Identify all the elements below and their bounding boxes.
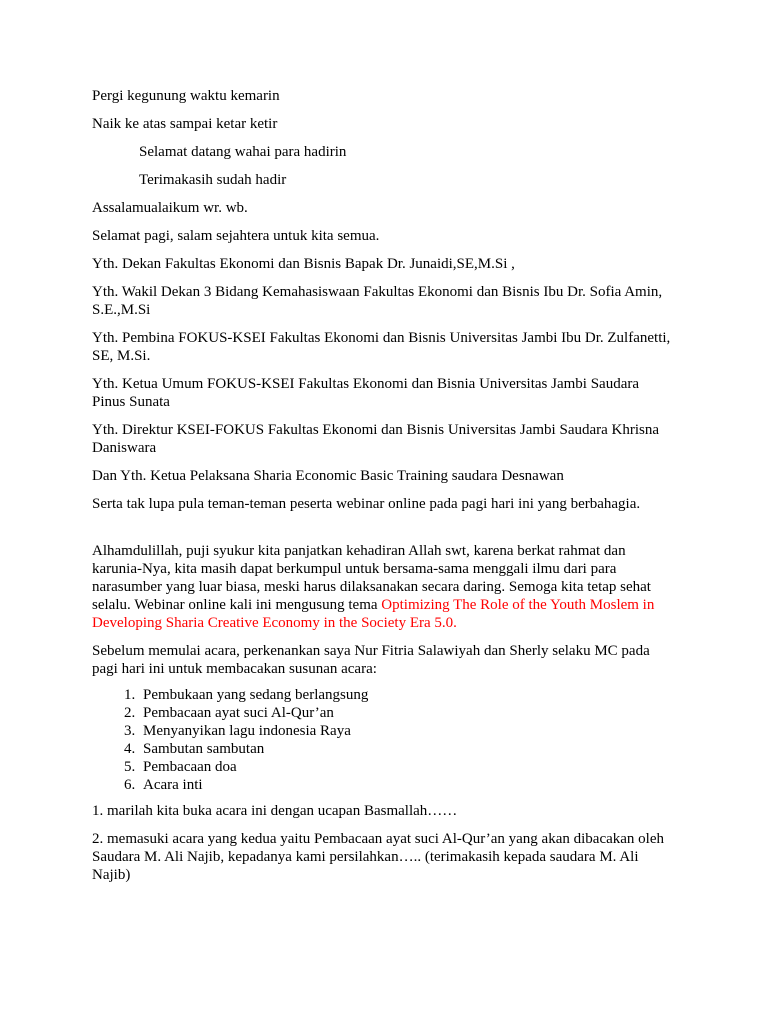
step-basmallah: 1. marilah kita buka acara ini dengan ucapan Basmallah…… (92, 803, 458, 819)
agenda-list (92, 686, 676, 794)
alhamdulillah-text: Alhamdulillah, puji syukur kita panjatkan kehadiran Allah swt, karena berkat rahmat dan karunia-Nya, kita masih dapat berkumpul untuk bersama-sama menggali ilmu dari para narasumber yang luar biasa, meski harus dilaksanakan secara daring. Semoga kita tetap sehat selalu. Webinar online kali ini mengusung tema (92, 543, 651, 613)
honorific-dekan: Yth. Dekan Fakultas Ekonomi dan Bisnis Bapak Dr. Junaidi,SE,M.Si , (92, 256, 515, 272)
pantun-line-2: Naik ke atas sampai ketar ketir (92, 116, 278, 132)
pantun-line-3: Selamat datang wahai para hadirin (139, 144, 347, 160)
agenda-item: 1. Pembukaan yang sedang berlangsung (139, 686, 676, 704)
webinar-theme: Optimizing The Role of the Youth Moslem in Developing Sharia Creative Economy in the Society Era 5.0. (92, 597, 655, 631)
honorific-ketua-umum: Yth. Ketua Umum FOKUS-KSEI Fakultas Ekonomi dan Bisnia Universitas Jambi Saudara Pinus Sunata (92, 376, 640, 410)
mc-intro-paragraph: Sebelum memulai acara, perkenankan saya Nur Fitria Salawiyah dan Sherly selaku MC pada pagi hari ini untuk membacakan susunan acara: (92, 643, 650, 677)
salam-line: Assalamualaikum wr. wb. (92, 200, 248, 216)
agenda-item: 6. Acara inti (139, 776, 676, 794)
agenda-item: 4. Sambutan sambutan (139, 740, 676, 758)
honorific-wakil-dekan: Yth. Wakil Dekan 3 Bidang Kemahasiswaan Fakultas Ekonomi dan Bisnis Ibu Dr. Sofia Amin, S.E.,M.Si (92, 284, 663, 318)
honorific-ketua-pelaksana: Dan Yth. Ketua Pelaksana Sharia Economic Basic Training saudara Desnawan (92, 468, 564, 484)
agenda-item: 2. Pembacaan ayat suci Al-Qur’an (139, 704, 676, 722)
pantun-line-4: Terimakasih sudah hadir (139, 172, 287, 188)
pantun-line-1: Pergi kegunung waktu kemarin (92, 88, 280, 104)
agenda-item: 5. Pembacaan doa (139, 758, 676, 776)
paragraph-gap (92, 523, 676, 542)
alhamdulillah-paragraph (92, 542, 676, 632)
step-pembacaan-quran: 2. memasuki acara yang kedua yaitu Pembacaan ayat suci Al-Qur’an yang akan dibacakan oleh Saudara M. Ali Najib, kepadanya kami persilahkan….. (terimakasih kepada saudara M. Ali Najib) (92, 831, 664, 883)
honorific-pembina: Yth. Pembina FOKUS-KSEI Fakultas Ekonomi dan Bisnis Universitas Jambi Ibu Dr. Zulfanetti, SE, M.Si. (92, 330, 671, 364)
honorific-direktur: Yth. Direktur KSEI-FOKUS Fakultas Ekonomi dan Bisnis Universitas Jambi Saudara Khrisna Daniswara (92, 422, 660, 456)
agenda-item: 3. Menyanyikan lagu indonesia Raya (139, 722, 676, 740)
honorific-peserta: Serta tak lupa pula teman-teman peserta webinar online pada pagi hari ini yang berbahagia. (92, 496, 641, 512)
greeting-line: Selamat pagi, salam sejahtera untuk kita semua. (92, 228, 380, 244)
